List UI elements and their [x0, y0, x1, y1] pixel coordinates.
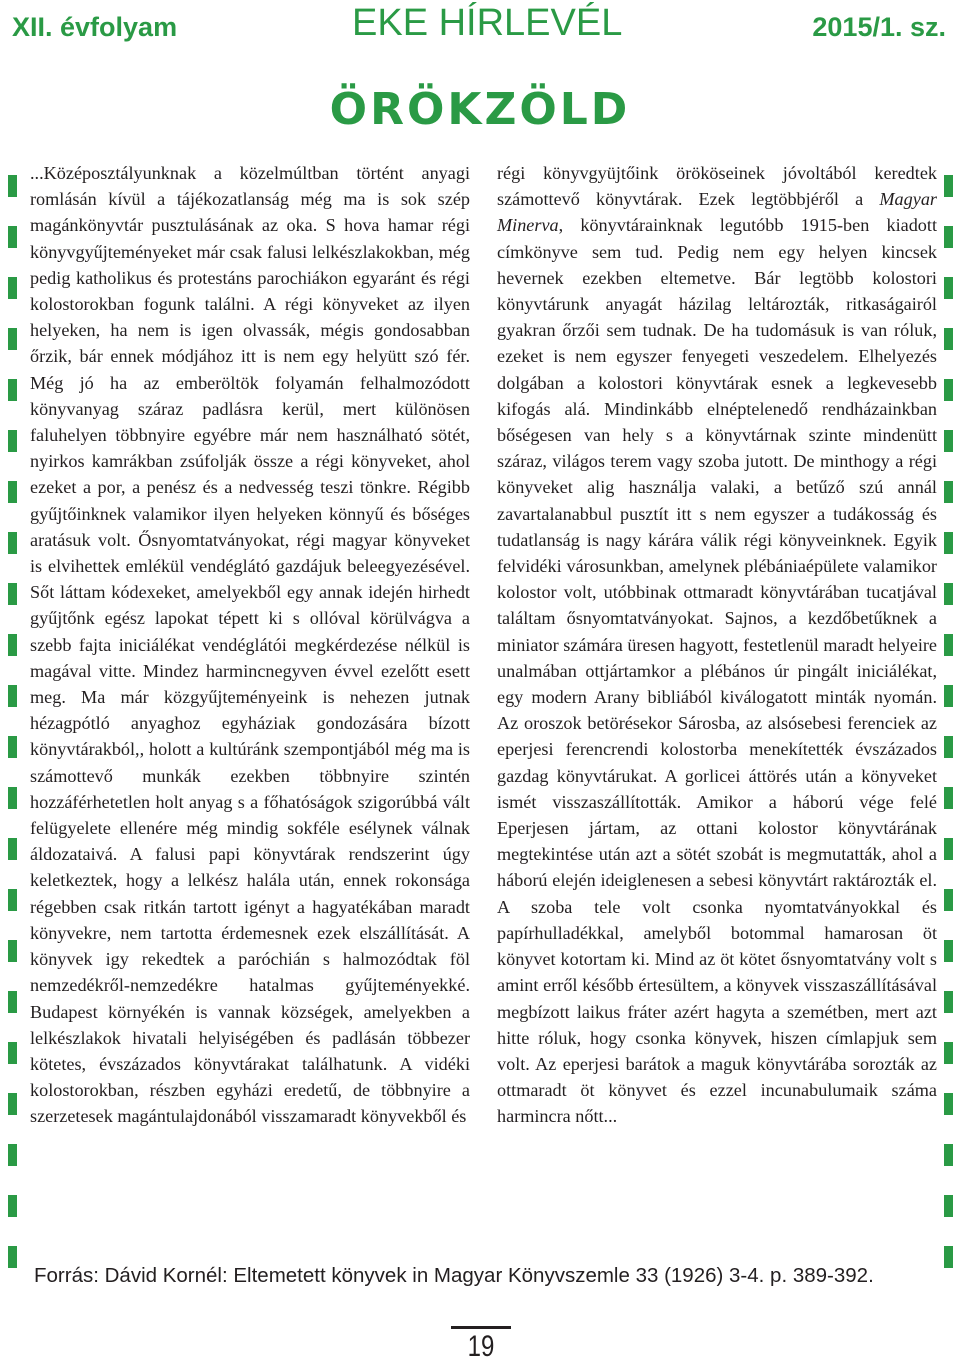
margin-mark — [944, 583, 953, 605]
source-citation: Forrás: Dávid Kornél: Eltemetett könyvek in Magyar Könyvszemle 33 (1926) 3-4. p. 389-392. — [34, 1264, 874, 1287]
margin-mark — [8, 328, 17, 350]
article-text-right-rest: , könyvtárainknak legutóbb 1915-ben kiadott címkönyve sem tud. Pedig nem egy helyen kincsek hevernek ezekben eltemetve. Bár legtöbb kolostori könyvtárunk anyagát házilag leltározták, ritkaságairól gyakran őrzői sem tudnak. De ha tudomásuk is van róluk, ezeket is nem egyszer fenyegeti veszedelem. Elhelyezés dolgában a kolostori könyvtárak esnek a legkevesebb kifogás alá. Mindinkább elnéptelenedő rendházainkban bőségesen van hely s a könyvtárnak szinte mindenütt száraz, világos terem vagy szoba jutott. De minthogy a régi könyveket alig használja valaki, a betűző szú annál zavartalanabbul pusztít itt s nem egyszer a tudákosság és tudatlanság is nagy kárára válik régi könyveinknek. Egyik felvidéki városunkban, amelynek plébániaépülete valamikor kolostor volt, utóbbinak ottmaradt könyvtárában tucatjával találtam ősnyomtatványokat. Sajnos, a kezdőbetűknek a miniator számára üresen hagyott, festetlenül maradt helyeire unalmában ottjártamkor a plébános úr pingált iniciálékat, egy modern Arany bibliából kiválogatott minták nyomán. Az oroszok betörésekor Sárosba, az alsósebesi ferenciek az eperjesi ferencrendi kolostorba menekítették évszázados gazdag könyvtárukat. A gorlicei áttörés után a könyveket ismét visszaszállították. Amikor a háború vége felé Eperjesen jártam, az ottani kolostor könyvtárának megtekintése után azt a sötét szobát is megmutatták, ahol a háború elején ideiglenesen a sebesi könyvtárt raktározták el. A szoba tele volt csonka nyomtatványokkal és papírhulladékkal, amelyből botommal hamarosan öt könyvet kotortam ki. Mind az öt kötet ősnyomtatvány volt s amint erről később értesültem, a könyvek visszaszállításával megbízott laikus fráter azért hagyta a szemétben, mert azt hitte róluk, hogy csonka könyvek, hiszen címlapjuk sem volt. Az eperjesi barátok a maguk könyvtárába sorozták az ottmaradt öt könyvet és ezzel incunabulumaik száma harmincra nőtt... — [497, 215, 937, 1127]
margin-mark — [944, 430, 953, 452]
margin-mark — [944, 1093, 953, 1115]
margin-mark — [8, 838, 17, 860]
margin-mark — [8, 1144, 17, 1166]
margin-mark — [8, 787, 17, 809]
volume-label: XII. évfolyam — [12, 12, 178, 42]
margin-mark — [944, 940, 953, 962]
issue-label: 2015/1. sz. — [812, 12, 946, 42]
margin-mark — [944, 838, 953, 860]
margin-mark — [944, 889, 953, 911]
margin-mark — [8, 430, 17, 452]
margin-mark — [944, 787, 953, 809]
margin-mark — [8, 991, 17, 1013]
right-margin-decoration — [944, 0, 953, 1361]
article-column-right — [497, 160, 937, 1252]
margin-mark — [8, 532, 17, 554]
margin-mark — [944, 481, 953, 503]
page-number: 19 — [467, 1330, 495, 1363]
left-margin-decoration — [8, 0, 17, 1361]
margin-mark — [944, 685, 953, 707]
margin-mark — [8, 226, 17, 248]
margin-mark — [944, 226, 953, 248]
page-number-rule — [451, 1326, 511, 1329]
book-title-italic: Magyar Minerva — [497, 189, 937, 236]
margin-mark — [8, 1246, 17, 1268]
margin-mark — [8, 277, 17, 299]
margin-mark — [944, 1246, 953, 1268]
article-text-left: ...Középosztályunknak a közelmúltban történt anyagi romlásán kívül a tájékozatlanság még ma is sok szép magánkönyvtár pusztulásának az oka. S hova hamar régi könyvgyűjteményeket már csak falusi lelkészlakokban, még pedig katholikus és protestáns parochiákon egyaránt és régi kolostorokban fogunk találni. A régi könyveket az ilyen helyeken, ha nem is igen olvassák, mégis gondosabban őrzik, bár ennek módjához itt is nem egy helyütt szó fér. Még jó ha az emberöltök folyamán felhalmozódott könyvanyag száraz padlásra kerül, mert különösen faluhelyen többnyire egyébre már nem használható sötét, nyirkos kamrákban zsúfolják össze a régi könyveket, ahol ezeket a por, a penész és a nedvesség teszi tönkre. Régibb gyűjtőinknek valamikor ilyen helyeken könnyű és bőséges aratásuk volt. Ősnyomtatványokat, régi magyar könyveket is elvihettek emlékül vendéglátó gazdájuk beleegyezésével. Sőt láttam kódexeket, amelyekből egy annak idején hirhedt gyűjtőnk egész lapokat tépett ki s ollóval körülvágva a szebb fajta iniciálékat vendéglátói megkérdezése nélkül is magával vitte. Mindez harmincnegyven évvel ezelőtt esett meg. Ma már közgyűjteményeink is nehezen jutnak hézagpótló anyaghoz egyháziak gondozására bízott könyvtárakból,, holott a kultúránk szempontjából még ma is számottevő munkák ezekben többnyire szintén hozzáférhetetlen holt anyag s a főhatóságok szigorúbbá vált felügyelete ellenére még mindig sokféle esélynek válnak áldozataivá. A falusi papi könyvtárak rendszerint úgy keletkeztek, hogy a lelkész halála után, ennek rokonsága régebben csak ritkán tartott igényt a hagyatékában maradt könyvekre, nem tartotta érdemesnek ezek elszállítását. A könyvek igy rekedtek a paróchián s halmozódtak föl nemzedékről-nemzedékre hatalmas gyűjteményekké. Budapest környékén is vannak községek, amelyekben a lelkészlakok hivatali helyiségében és padlásán többezer kötetes, évszázados könyvtárakat találhatunk. A vidéki kolostorokban, részben egyházi eredetű, de többnyire a szerzetesek magántulajdonából visszamaradt könyvekből és — [30, 163, 470, 1127]
article-text-right — [497, 160, 937, 1130]
margin-mark — [944, 532, 953, 554]
margin-mark — [944, 1144, 953, 1166]
section-title: ÖRÖKZÖLD — [329, 84, 631, 135]
margin-mark — [8, 940, 17, 962]
margin-mark — [944, 736, 953, 758]
margin-mark — [8, 583, 17, 605]
margin-mark — [944, 634, 953, 656]
page-header — [0, 0, 960, 56]
margin-mark — [944, 175, 953, 197]
margin-mark — [8, 736, 17, 758]
margin-mark — [944, 1042, 953, 1064]
margin-mark — [8, 1042, 17, 1064]
margin-mark — [8, 1093, 17, 1115]
margin-mark — [8, 379, 17, 401]
margin-mark — [8, 175, 17, 197]
margin-mark — [944, 991, 953, 1013]
margin-mark — [8, 481, 17, 503]
margin-mark — [8, 634, 17, 656]
margin-mark — [944, 1195, 953, 1217]
margin-mark — [8, 1195, 17, 1217]
margin-mark — [8, 889, 17, 911]
article-column-left — [30, 160, 470, 1252]
margin-mark — [944, 328, 953, 350]
article-text-right-start: régi könyvgyüjtőink örököseinek jóvoltából keredtek számottevő könyvtárak. Ezek legtöbbjéről a — [497, 163, 937, 210]
newsletter-title: EKE HÍRLEVÉL — [352, 2, 623, 44]
margin-mark — [944, 379, 953, 401]
margin-mark — [8, 685, 17, 707]
margin-mark — [944, 277, 953, 299]
